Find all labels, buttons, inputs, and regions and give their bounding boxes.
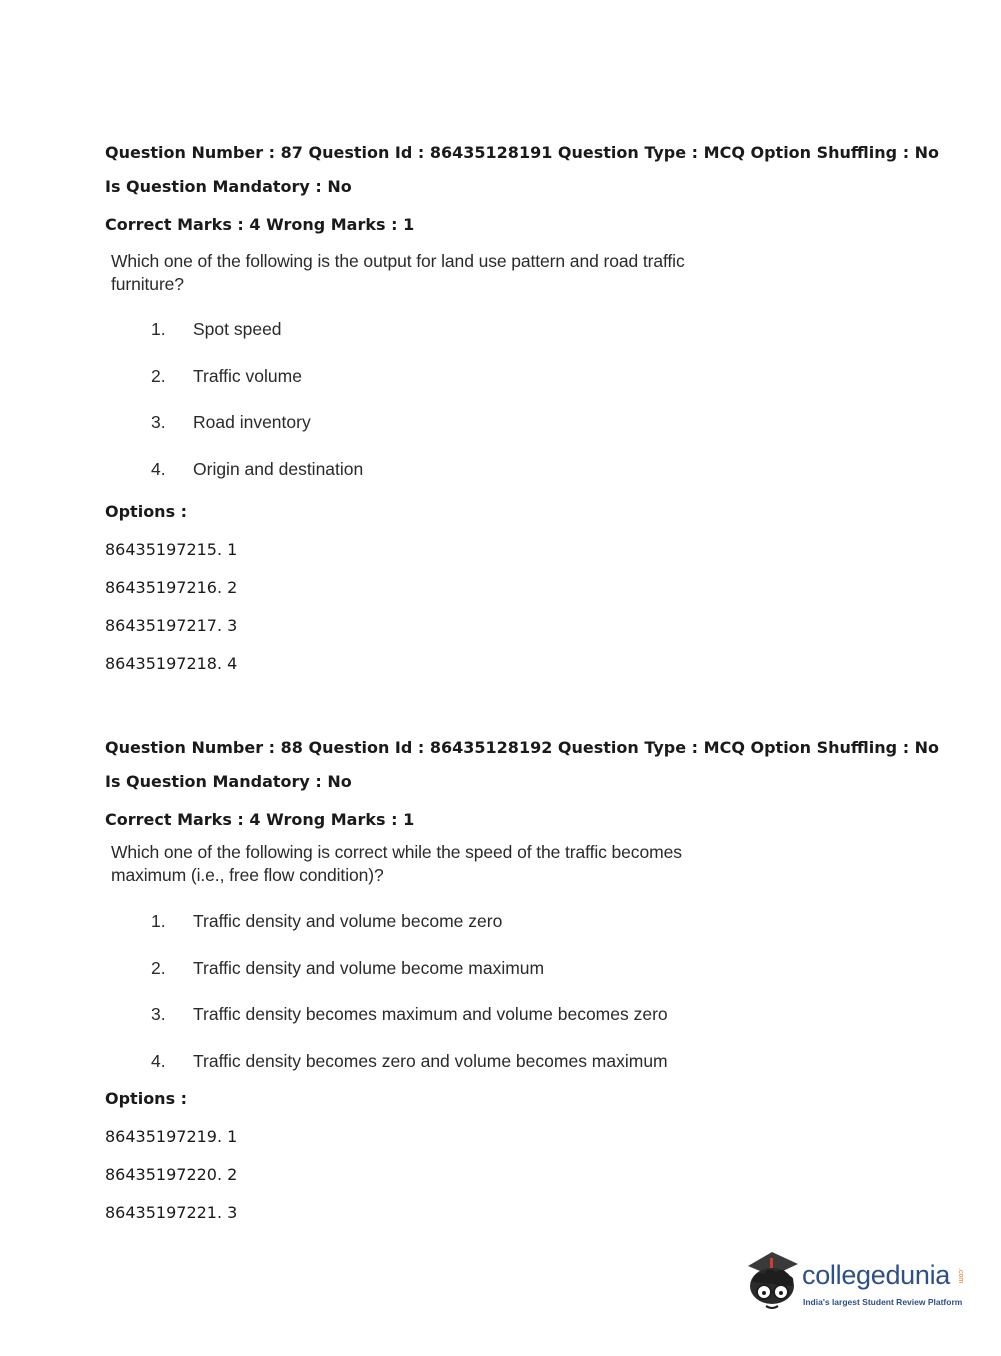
- choice-list: [151, 319, 363, 506]
- choice-item: 1. Traffic density and volume become zero: [151, 911, 503, 931]
- choice-item: 3. Traffic density becomes maximum and volume becomes zero: [151, 1004, 668, 1025]
- choice-item: 4. Traffic density becomes zero and volume becomes maximum: [151, 1051, 668, 1072]
- option-id: 86435197215. 1: [105, 540, 238, 559]
- options-label: Options :: [105, 1089, 188, 1108]
- choice-item: 4. Origin and destination: [151, 459, 364, 480]
- options-label: Options :: [105, 502, 188, 521]
- choice-item: 2. Traffic density and volume become maximum: [151, 957, 545, 978]
- question-stem: Which one of the following is correct while the speed of the traffic becomes maximum (i.e., free flow condition)?: [111, 842, 682, 885]
- mascot-icon: [742, 1248, 804, 1318]
- question-stem: Which one of the following is the output for land use pattern and road traffic furniture?: [111, 251, 685, 294]
- marks-line: Correct Marks : 4 Wrong Marks : 1: [105, 215, 415, 234]
- logo-tagline: India's largest Student Review Platform: [803, 1297, 963, 1307]
- choice-item: 2. Traffic volume: [151, 365, 302, 386]
- question-meta: Question Number : 88 Question Id : 86435128192 Question Type : MCQ Option Shuffling : No: [105, 738, 940, 757]
- marks-line: Correct Marks : 4 Wrong Marks : 1: [105, 810, 415, 829]
- logo-suffix: .com: [957, 1268, 964, 1284]
- option-id: 86435197216. 2: [105, 578, 238, 597]
- collegedunia-logo[interactable]: [742, 1248, 972, 1318]
- option-id: 86435197217. 3: [105, 616, 238, 635]
- logo-wordmark: collegedunia: [802, 1260, 951, 1290]
- option-id: 86435197221. 3: [105, 1203, 238, 1222]
- choice-item: 1. Spot speed: [151, 319, 282, 339]
- option-id: 86435197219. 1: [105, 1127, 238, 1146]
- choice-item: 3. Road inventory: [151, 412, 311, 433]
- question-meta: Question Number : 87 Question Id : 86435128191 Question Type : MCQ Option Shuffling : No: [105, 143, 940, 162]
- option-id: 86435197220. 2: [105, 1165, 238, 1184]
- choice-list: [151, 911, 668, 1098]
- option-id: 86435197218. 4: [105, 654, 238, 673]
- mandatory-line: Is Question Mandatory : No: [105, 177, 352, 196]
- mandatory-line: Is Question Mandatory : No: [105, 772, 352, 791]
